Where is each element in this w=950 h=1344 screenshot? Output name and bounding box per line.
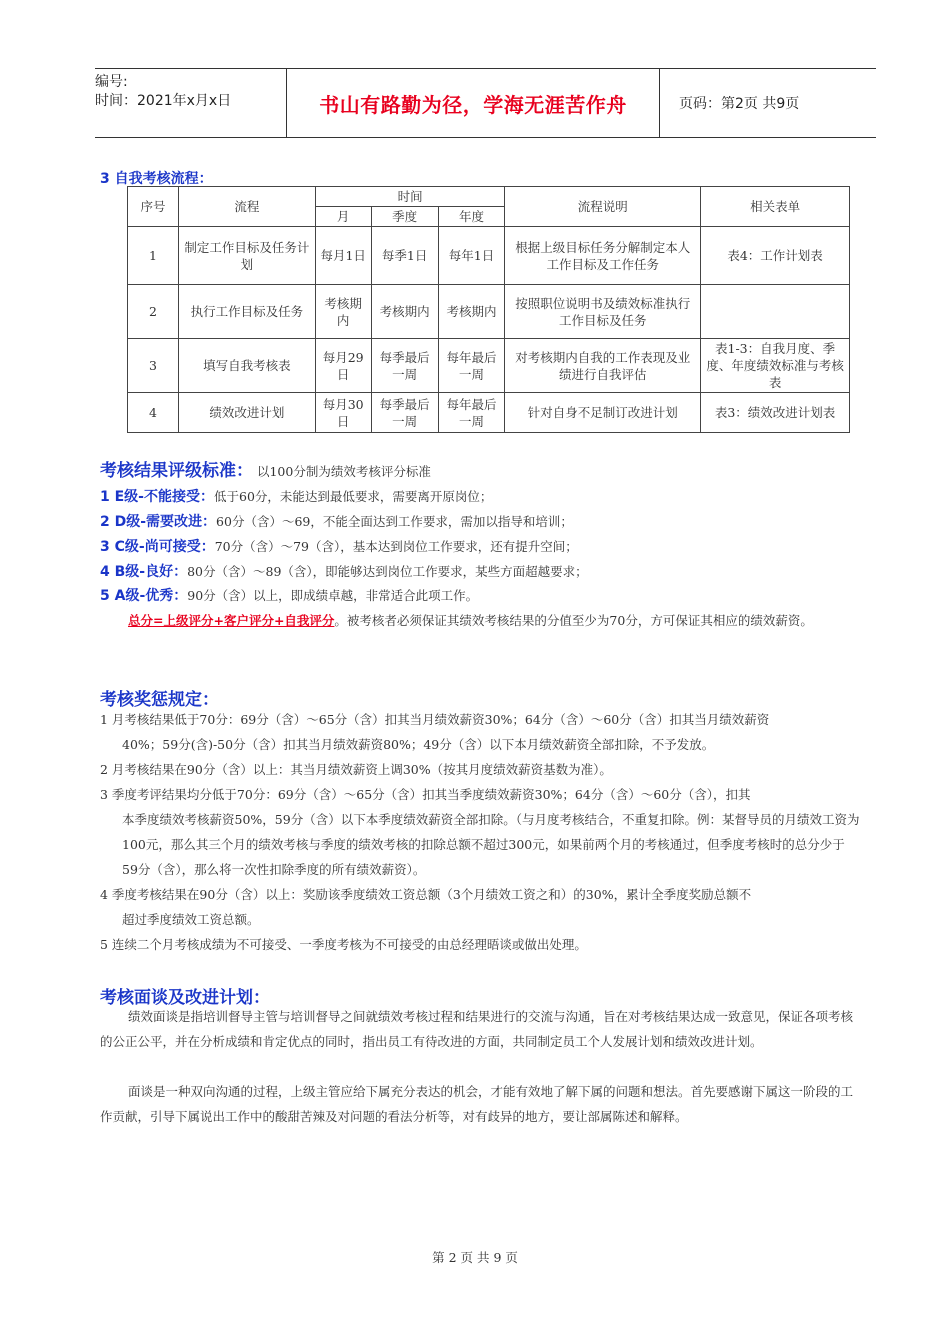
list-item [100,707,860,757]
grade-label: 2 D级-需要改进： [100,514,217,530]
th-time: 时间 [315,187,505,207]
cell-process: 执行工作目标及任务 [178,285,315,339]
th-quarter: 季度 [371,207,438,227]
table-row [128,393,850,433]
cell-seq: 2 [128,285,179,339]
grade-level-d [100,511,573,533]
grade-level-a [100,585,478,607]
cell-year: 每年1日 [438,227,505,285]
section-title-grading: 考核结果评级标准： [100,461,253,481]
cell-month: 每月29日 [315,339,371,393]
cell-process: 绩效改进计划 [178,393,315,433]
grade-text: 60分（含）～69，不能全面达到工作要求，需加以指导和培训； [216,514,573,529]
table-header-row [128,187,850,207]
cell-year: 考核期内 [438,285,505,339]
reward-item-rest: 40%；59分(含)-50分（含）扣其当月绩效薪资80%；49分（含）以下本月绩效薪资全部扣除，不予发放。 [122,737,715,752]
cell-quarter: 每季最后一周 [371,393,438,433]
interview-paragraph-1: 绩效面谈是指培训督导主管与培训督导之间就绩效考核过程和结果进行的交流与沟通，旨在对考核结果达成一致意见，保证各项考核的公正公平，并在分析成绩和肯定优点的同时，指出员工有待改进的方面，共同制定员工个人发展计划和绩效改进计划。 [100,1009,854,1049]
cell-forms [701,285,850,339]
cell-seq: 3 [128,339,179,393]
reward-item-first: 3 季度考评结果均分低于70分：69分（含）～65分（含）扣其当季度绩效薪资30%；64分（含）～60分（含），扣其 [100,787,751,802]
th-forms: 相关表单 [701,187,850,227]
section-title-self-review: 3 自我考核流程： [100,171,213,187]
cell-forms: 表3：绩效改进计划表 [701,393,850,433]
grade-label: 1 E级-不能接受： [100,489,214,505]
th-year: 年度 [438,207,505,227]
cell-desc: 对考核期内自我的工作表现及业绩进行自我评估 [505,339,701,393]
cell-quarter: 每季1日 [371,227,438,285]
cell-month: 每月1日 [315,227,371,285]
rewards-list [100,707,860,957]
reward-item-first: 2 月考核结果在90分（含）以上：其当月绩效薪资上调30%（按其月度绩效薪资基数为准）。 [100,762,612,777]
cell-quarter: 每季最后一周 [371,339,438,393]
th-desc: 流程说明 [505,187,701,227]
cell-quarter: 考核期内 [371,285,438,339]
table-row [128,227,850,285]
section-title-rewards: 考核奖惩规定： [100,690,219,710]
cell-year: 每年最后一周 [438,339,505,393]
list-item [100,782,860,882]
page-footer: 第 2 页 共 9 页 [432,1250,518,1265]
th-process: 流程 [178,187,315,227]
cell-process: 填写自我考核表 [178,339,315,393]
cell-seq: 4 [128,393,179,433]
table-row [128,339,850,393]
section-title-interview: 考核面谈及改进计划： [100,988,270,1008]
cell-month: 每月30日 [315,393,371,433]
header-motto: 书山有路勤为径，学海无涯苦作舟 [319,92,627,117]
page-header [95,68,876,138]
grading-subtitle: 以100分制为绩效考核评分标准 [256,464,431,479]
grade-label: 5 A级-优秀： [100,588,188,604]
grade-label: 4 B级-良好： [100,564,188,580]
cell-forms: 表1-3：自我月度、季度、年度绩效标准与考核表 [701,339,850,393]
formula-note: 。被考核者必须保证其绩效考核结果的分值至少为70分，方可保证其相应的绩效薪资。 [334,613,813,628]
header-page-cell [669,69,876,137]
reward-item-rest: 超过季度绩效工资总额。 [122,912,260,927]
grade-text: 70分（含）～79（含），基本达到岗位工作要求，还有提升空间； [214,539,578,554]
doc-code: 编号: [95,74,128,90]
cell-process: 制定工作目标及任务计划 [178,227,315,285]
header-motto-cell [286,69,660,137]
grading-heading [100,460,431,483]
grade-text: 低于60分，未能达到最低要求，需要离开原岗位； [214,489,493,504]
reward-item-first: 1 月考核结果低于70分：69分（含）～65分（含）扣其当月绩效薪资30%；64分（含）～60分（含）扣其当月绩效薪资 [100,712,770,727]
cell-year: 每年最后一周 [438,393,505,433]
cell-forms: 表4：工作计划表 [701,227,850,285]
cell-desc: 根据上级目标任务分解制定本人工作目标及工作任务 [505,227,701,285]
th-month: 月 [315,207,371,227]
formula-paragraph [100,608,860,633]
reward-item-first: 5 连续二个月考核成绩为不可接受、一季度考核为不可接受的由总经理晤谈或做出处理。 [100,937,587,952]
doc-time: 时间：2021年x月x日 [95,93,232,109]
cell-month: 考核期内 [315,285,371,339]
cell-desc: 针对自身不足制订改进计划 [505,393,701,433]
th-seq: 序号 [128,187,179,227]
grade-level-c [100,536,578,558]
grade-level-b [100,561,588,583]
table-row [128,285,850,339]
grade-label: 3 C级-尚可接受： [100,539,215,555]
reward-item-first: 4 季度考核结果在90分（含）以上：奖励该季度绩效工资总额（3个月绩效工资之和）的30%，累计全季度奖励总额不 [100,887,752,902]
header-page-number: 页码：第2页 共9页 [679,96,800,112]
list-item [100,932,860,957]
grade-text: 90分（含）以上，即成绩卓越，非常适合此项工作。 [187,588,479,603]
grade-level-e [100,486,492,508]
list-item [100,882,860,932]
header-meta [95,69,285,137]
list-item [100,757,860,782]
self-review-table [127,186,850,433]
interview-paragraph-2: 面谈是一种双向沟通的过程，上级主管应给下属充分表达的机会，才能有效地了解下属的问题和想法。首先要感谢下属这一阶段的工作贡献，引导下属说出工作中的酸甜苦辣及对问题的看法分析等，对有歧异的地方，要让部属陈述和解释。 [100,1084,854,1124]
cell-desc: 按照职位说明书及绩效标准执行工作目标及任务 [505,285,701,339]
total-score-formula: 总分=上级评分+客户评分+自我评分 [128,613,335,628]
cell-seq: 1 [128,227,179,285]
grade-text: 80分（含）～89（含），即能够达到岗位工作要求，某些方面超越要求； [187,564,588,579]
reward-item-rest: 本季度绩效考核薪资50%，59分（含）以下本季度绩效薪资全部扣除。（与月度考核结合，不重复扣除。例：某督导员的月绩效工资为100元，那么其三个月的绩效考核与季度的绩效考核的扣除总额不超过300元，如果前两个月的考核通过，但季度考核时的总分少于59分（含），那么将一次性扣除季度的所有绩效薪资）。 [122,812,860,877]
